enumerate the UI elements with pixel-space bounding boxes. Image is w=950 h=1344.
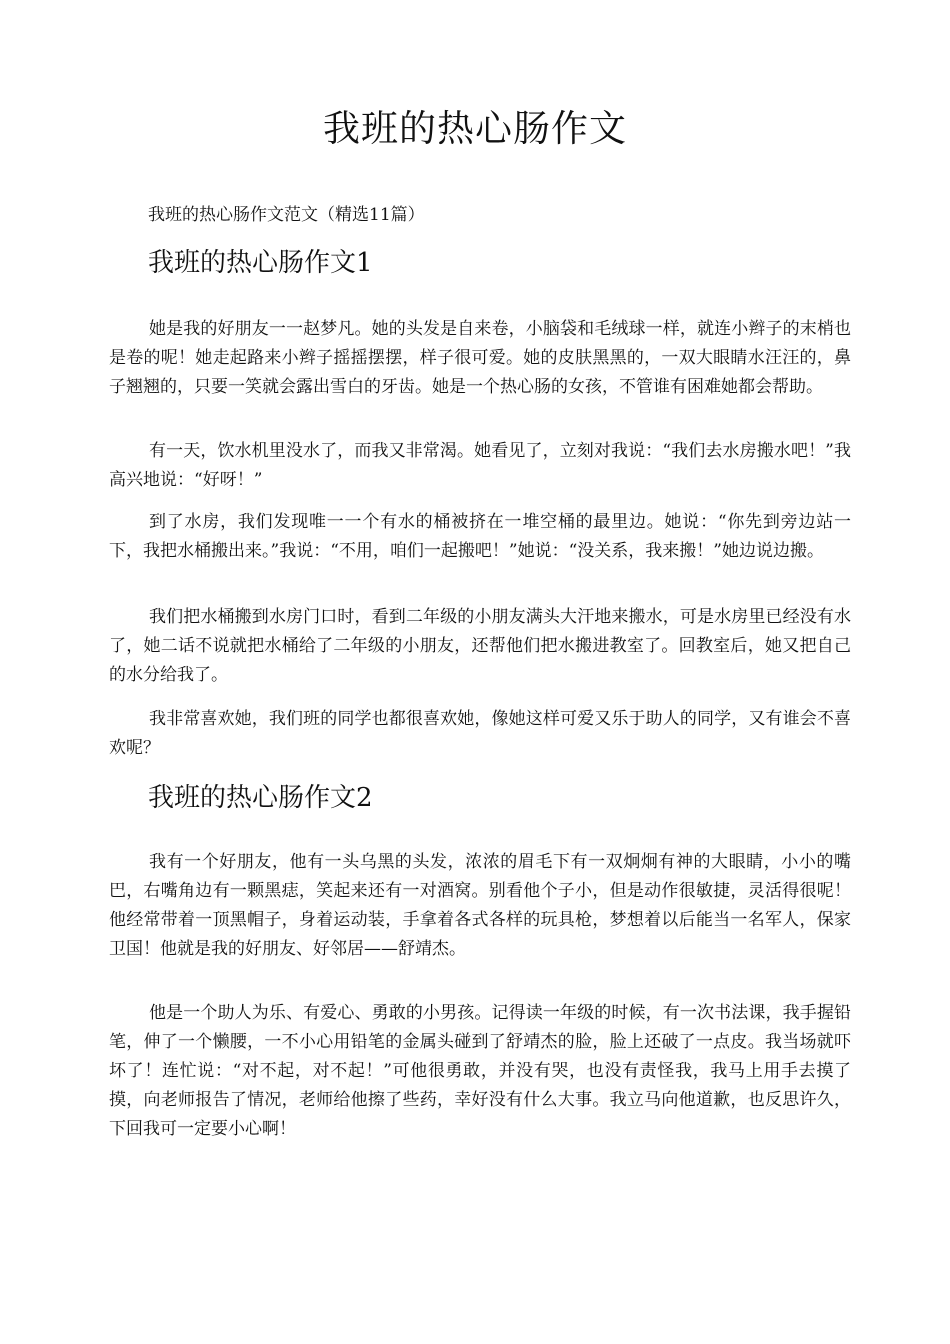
paragraph: 她是我的好朋友一一赵梦凡。她的头发是自来卷，小脑袋和毛绒球一样，就连小辫子的末梢也是卷的呢！她走起路来小辫子摇摇摆摆，样子很可爱。她的皮肤黑黑的，一双大眼睛水汪汪的，鼻子翘翘的，只要一笑就会露出雪白的牙齿。她是一个热心肠的女孩，不管谁有困难她都会帮助。 (109, 319, 851, 397)
document-title: 我班的热心肠作文 (323, 107, 627, 150)
paragraph: 我有一个好朋友，他有一头乌黑的头发，浓浓的眉毛下有一双炯炯有神的大眼睛，小小的嘴巴，右嘴角边有一颗黑痣，笑起来还有一对酒窝。别看他个子小，但是动作很敏捷，灵活得很呢！他经常带着一顶黑帽子，身着运动装，手拿着各式各样的玩具枪，梦想着以后能当一名军人，保家卫国！他就是我的好朋友、好邻居——舒靖杰。 (109, 852, 851, 959)
paragraph: 到了水房，我们发现唯一一个有水的桶被挤在一堆空桶的最里边。她说：“你先到旁边站一下，我把水桶搬出来。”我说：“不用，咱们一起搬吧！”她说：“没关系，我来搬！”她边说边搬。 (109, 512, 851, 561)
document-subtitle: 我班的热心肠作文范文（精选11篇） (148, 205, 425, 225)
paragraph: 有一天，饮水机里没水了，而我又非常渴。她看见了，立刻对我说：“我们去水房搬水吧！”我高兴地说：“好呀！” (109, 441, 851, 490)
paragraph: 他是一个助人为乐、有爱心、勇敢的小男孩。记得读一年级的时候，有一次书法课，我手握铅笔，伸了一个懒腰，一不小心用铅笔的金属头碰到了舒靖杰的脸，脸上还破了一点皮。我当场就吓坏了！连忙说：“对不起，对不起！”可他很勇敢，并没有哭，也没有责怪我，我马上用手去摸了摸，向老师报告了情况，老师给他擦了些药，幸好没有什么大事。我立马向他道歉，也反思许久，下回我可一定要小心啊！ (109, 1003, 851, 1139)
paragraph: 我们把水桶搬到水房门口时，看到二年级的小朋友满头大汗地来搬水，可是水房里已经没有水了，她二话不说就把水桶给了二年级的小朋友，还帮他们把水搬进教室了。回教室后，她又把自己的水分给我了。 (109, 607, 851, 685)
section-heading-1: 我班的热心肠作文1 (148, 248, 373, 278)
section-heading-2: 我班的热心肠作文2 (148, 783, 373, 813)
paragraph: 我非常喜欢她，我们班的同学也都很喜欢她，像她这样可爱又乐于助人的同学，又有谁会不喜欢呢？ (109, 709, 851, 758)
